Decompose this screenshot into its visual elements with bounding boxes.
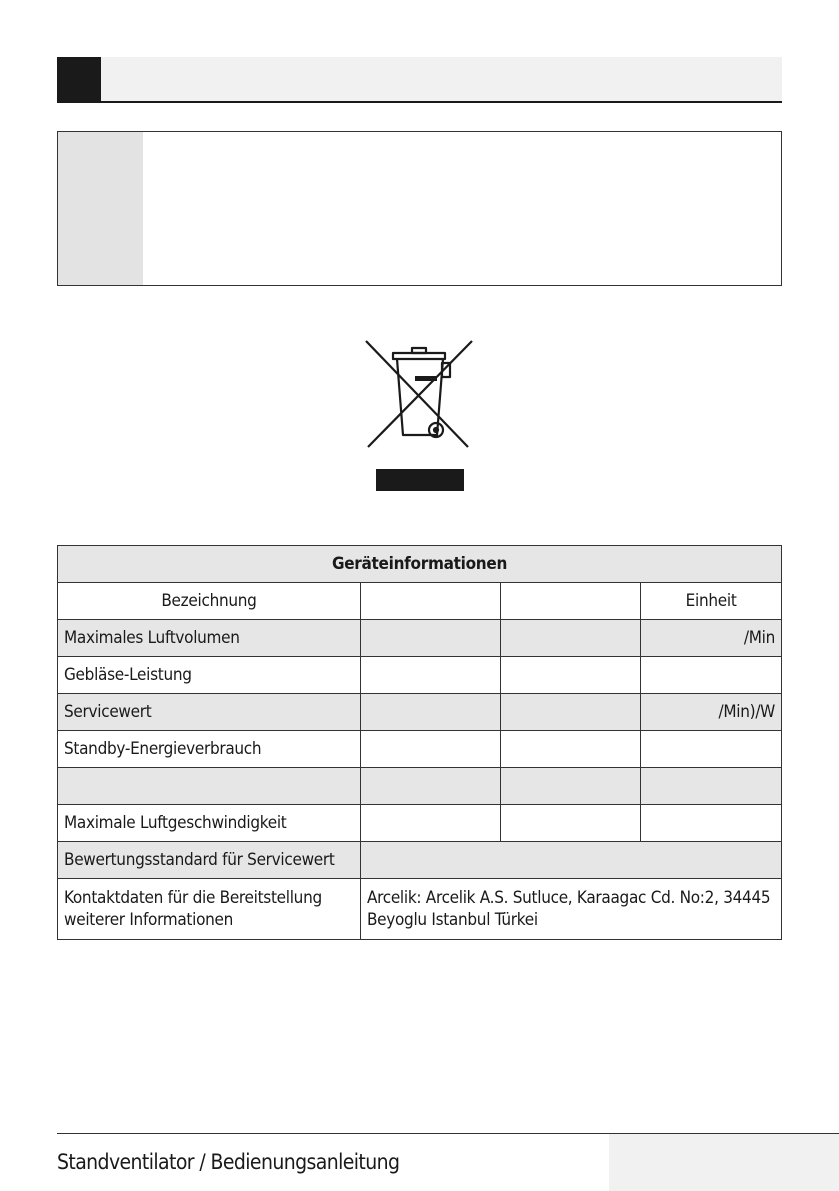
weee-black-bar bbox=[376, 469, 464, 491]
row-value-2 bbox=[500, 620, 641, 657]
header-value-2 bbox=[500, 583, 641, 620]
row-value-2 bbox=[500, 657, 641, 694]
row-value-2 bbox=[500, 731, 641, 768]
row-label bbox=[58, 768, 361, 805]
note-box-sidebar bbox=[58, 132, 143, 285]
header-value-1 bbox=[360, 583, 500, 620]
row-value-1 bbox=[360, 620, 500, 657]
row-label: Standby-Energieverbrauch bbox=[58, 731, 361, 768]
table-row bbox=[58, 694, 782, 731]
table-row-standard bbox=[58, 842, 782, 879]
contact-value: Arcelik: Arcelik A.S. Sutluce, Karaagac Cd. No:2, 34445 Beyoglu Istanbul Türkei bbox=[360, 879, 781, 940]
table-title: Geräteinformationen bbox=[58, 546, 782, 583]
row-value-1 bbox=[360, 805, 500, 842]
row-unit bbox=[641, 805, 782, 842]
row-value-1 bbox=[360, 657, 500, 694]
table-row-contact bbox=[58, 879, 782, 940]
row-unit: /Min bbox=[641, 620, 782, 657]
standard-label: Bewertungsstandard für Servicewert bbox=[58, 842, 361, 879]
row-value-1 bbox=[360, 694, 500, 731]
row-value-2 bbox=[500, 694, 641, 731]
table-row bbox=[58, 805, 782, 842]
footer-page-box bbox=[609, 1134, 839, 1191]
row-label: Servicewert bbox=[58, 694, 361, 731]
row-value-2 bbox=[500, 768, 641, 805]
device-info-table bbox=[57, 545, 782, 940]
row-label: Maximale Luftgeschwindigkeit bbox=[58, 805, 361, 842]
note-box bbox=[57, 131, 782, 286]
standard-value bbox=[360, 842, 781, 879]
row-value-1 bbox=[360, 768, 500, 805]
section-number-block bbox=[57, 57, 101, 101]
contact-label: Kontaktdaten für die Bereitstellung weiterer Informationen bbox=[58, 879, 361, 940]
header-label: Bezeichnung bbox=[58, 583, 361, 620]
row-unit bbox=[641, 657, 782, 694]
row-label: Maximales Luftvolumen bbox=[58, 620, 361, 657]
row-value-1 bbox=[360, 731, 500, 768]
crossed-out-wheelie-bin-icon bbox=[360, 335, 480, 495]
header-unit: Einheit bbox=[641, 583, 782, 620]
row-unit bbox=[641, 731, 782, 768]
row-unit bbox=[641, 768, 782, 805]
table-header-row bbox=[58, 583, 782, 620]
row-label: Gebläse-Leistung bbox=[58, 657, 361, 694]
row-unit: /Min)/W bbox=[641, 694, 782, 731]
table-row bbox=[58, 768, 782, 805]
table-row bbox=[58, 657, 782, 694]
table-row bbox=[58, 731, 782, 768]
row-value-2 bbox=[500, 805, 641, 842]
section-header-bar bbox=[57, 57, 782, 103]
table-row bbox=[58, 620, 782, 657]
footer-title: Standventilator / Bedienungsanleitung bbox=[57, 1150, 400, 1174]
weee-symbol bbox=[360, 335, 480, 495]
table-title-row bbox=[58, 546, 782, 583]
